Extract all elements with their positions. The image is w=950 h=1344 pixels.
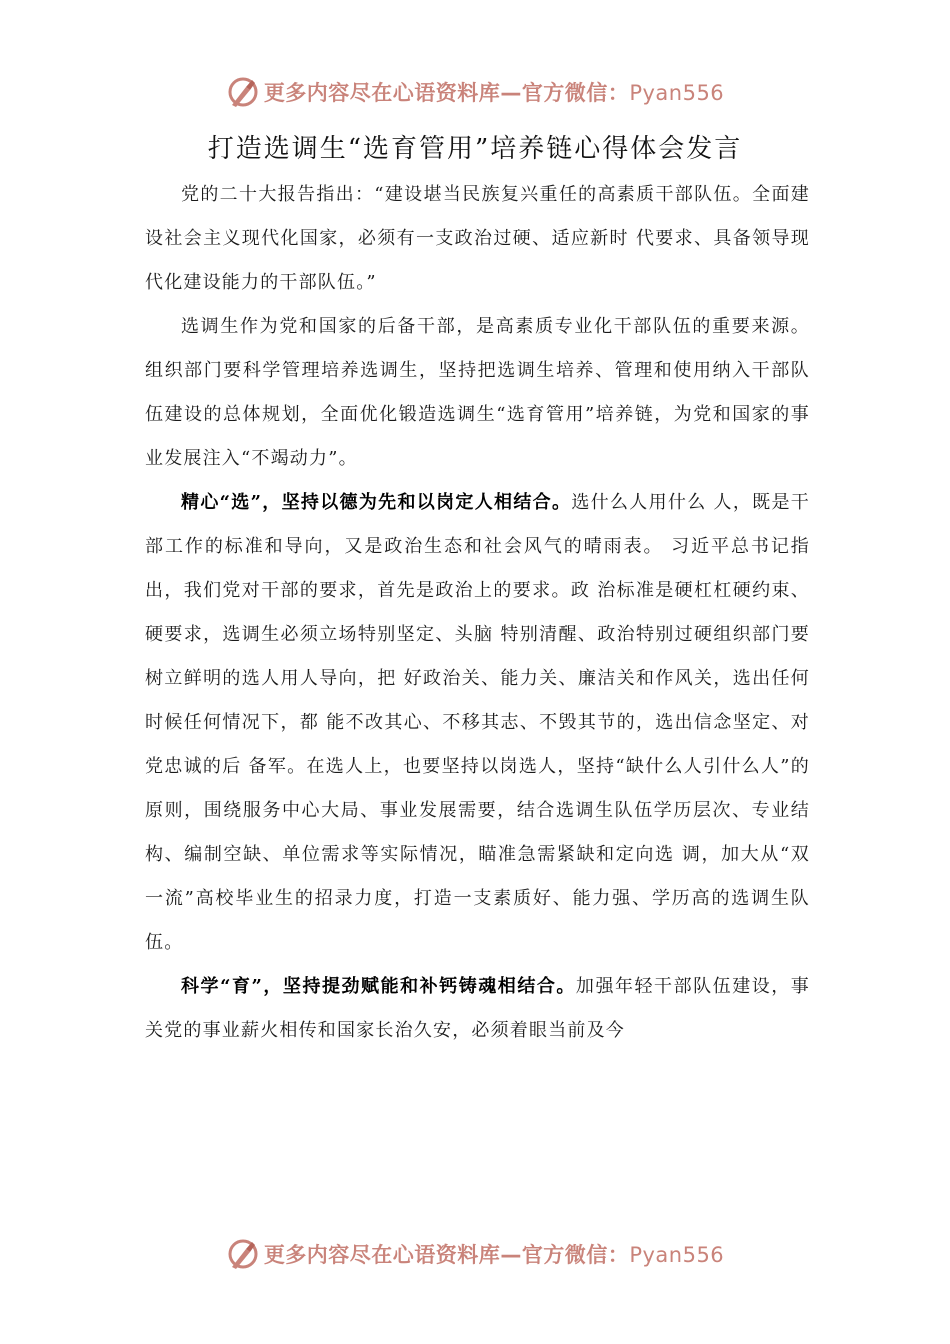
paragraph-4-text: 加强年轻干部队伍建设，事关党的事业薪火相传和国家长治久安，必须着眼当前及今 <box>145 976 810 1041</box>
paragraph-2 <box>145 305 810 481</box>
document-title: 打造选调生“选育管用”培养链心得体会发言 <box>207 134 743 164</box>
watermark-header <box>0 72 950 112</box>
watermark-text: 更多内容尽在心语资料库—官方微信：Pyan556 <box>263 1243 725 1267</box>
paragraph-4-lead: 科学“育”，坚持提劲赋能和补钙铸魂相结合。 <box>181 976 576 997</box>
paragraph-3-lead: 精心“选”，坚持以德为先和以岗定人相结合。 <box>181 492 572 513</box>
paragraph-3-text: 选什么人用什么 人，既是干部工作的标准和导向，又是政治生态和社会风气的晴雨表。 习近平总书记指出，我们党对干部的要求，首先是政治上的要求。政 治标准是硬杠杠硬约束、硬要求，选调生必须立场特别坚定、头脑 特别清醒、政治特别过硬组织部门要树立鲜明的选人用人导向，把 好政治关、能力关、廉洁关和作风关，选出任何时候任何情况下，都 能不改其心、不移其志、不毁其节的，选出信念坚定、对党忠诚的后 备军。在选人上，也要坚持以岗选人，坚持“缺什么人引什么人”的 原则，围绕服务中心大局、事业发展需要，结合选调生队伍学历层次、专业结构、编制空缺、单位需求等实际情况，瞄准急需紧缺和定向选 调，加大从“双一流”高校毕业生的招录力度，打造一支素质好、能力强、学历高的选调生队伍。 <box>145 492 811 953</box>
watermark-text: 更多内容尽在心语资料库—官方微信：Pyan556 <box>263 81 725 105</box>
paragraph-1-text: 党的二十大报告指出：“建设堪当民族复兴重任的高素质干部队伍。全面建设社会主义现代化国家，必须有一支政治过硬、适应新时 代要求、具备领导现代化建设能力的干部队伍。” <box>145 184 810 293</box>
paragraph-4 <box>145 965 810 1053</box>
paragraph-2-text: 选调生作为党和国家的后备干部，是高素质专业化干部队伍的重要来源。组织部门要科学管理培养选调生，坚持把选调生培养、管理和使用纳入干部队伍建设的总体规划，全面优化锻造选调生“选育管用”培养链，为党和国家的事业发展注入“不竭动力”。 <box>145 316 810 469</box>
pen-logo-icon <box>226 1237 260 1271</box>
document-body <box>145 173 810 1053</box>
paragraph-3 <box>145 481 810 965</box>
paragraph-1 <box>145 173 810 305</box>
watermark-footer <box>0 1234 950 1274</box>
pen-logo-icon <box>226 75 260 109</box>
